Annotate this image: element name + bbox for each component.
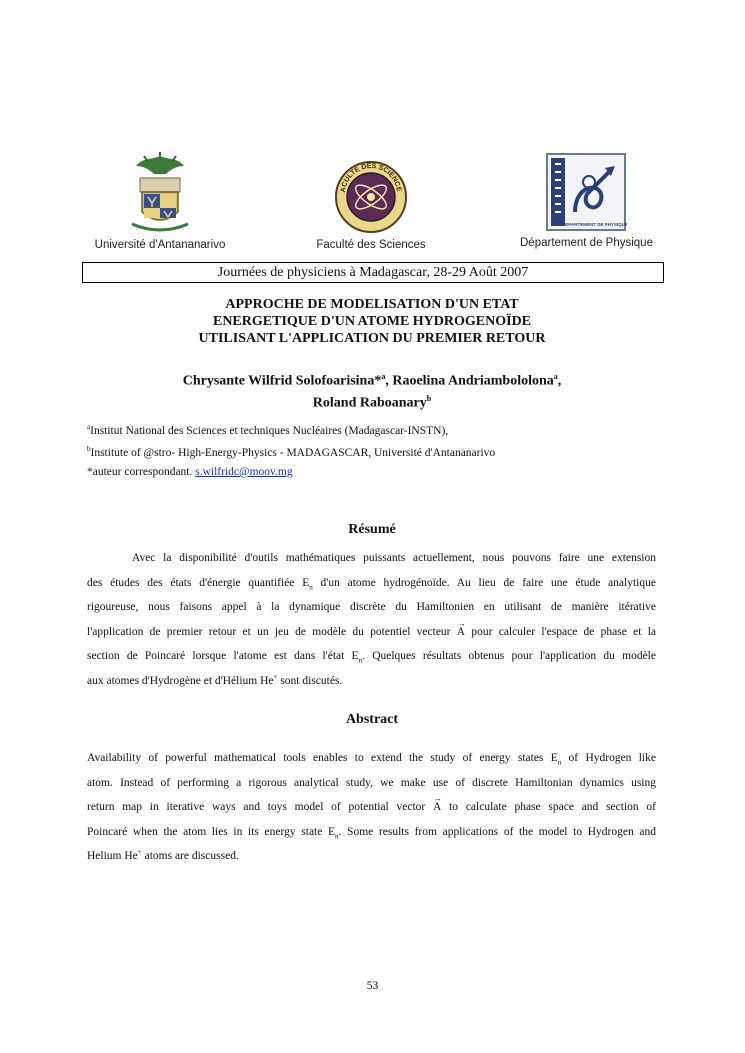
title-line: ENERGETIQUE D'UN ATOME HYDROGENOÏDE [212, 314, 532, 329]
resume-line: des études des états d'énergie quantifiée $E_n$ d'un atome hydrogénoïde. Au lieu de faire une étude analytique [87, 576, 656, 591]
department-emblem-icon [545, 152, 627, 232]
abstract-line: Availability of powerful mathematical tools enables to extend the study of energy states $E_n$ of Hydrogen like [87, 752, 656, 767]
faculty-seal-icon [331, 160, 411, 234]
affil-mark: a [87, 423, 91, 431]
department-caption: Département de Physique [520, 237, 653, 249]
conference-banner: Journées de physiciens à Madagascar, 28-29 Août 2007 [82, 262, 664, 283]
abstract-line: atom. Instead of performing a rigorous analytical study, we make use of discrete Hamiltonian dynamics using [87, 776, 656, 789]
faculty-seal-text: ACULTE DES SCIENCE [339, 162, 402, 193]
author-list [82, 368, 662, 411]
affiliation-text: Institute of @stro- High-Energy-Physics - MADAGASCAR, Université d'Antananarivo [90, 446, 496, 459]
author-separator: , [557, 373, 562, 389]
abstract-line: return map in iterative ways and toys model of potential vector → A to calculate phase space and section of [87, 795, 656, 820]
email-link[interactable]: s.wilfridc@moov.mg [195, 466, 293, 478]
affil-mark: b [87, 445, 91, 453]
author-separator: , [385, 373, 393, 389]
faculty-logo [314, 160, 428, 251]
author-name: Chrysante Wilfrid Solofoarisina* [182, 373, 382, 389]
faculty-caption: Faculté des Sciences [316, 239, 426, 251]
resume-line: section de Poincaré lorsque l'atome est dans l'état $E_n$. Quelques résultats obtenus pour l'application du modèle [87, 650, 656, 665]
university-logo [90, 152, 230, 251]
resume-body [87, 546, 656, 693]
paper-title [82, 296, 662, 347]
author-name: Roland Raboanary [312, 395, 427, 411]
abstract-body [87, 746, 656, 869]
page-number: 53 [366, 980, 379, 992]
resume-line: aux atomes d'Hydrogène et d'Hélium He+ sont discutés. [87, 672, 343, 687]
vector-a: → A [457, 620, 465, 645]
department-box-text: DEPARTEMENT DE PHYSIQUE [562, 222, 627, 227]
abstract-heading: Abstract [345, 712, 399, 727]
department-logo [520, 152, 652, 249]
title-line: APPROCHE DE MODELISATION D'UN ETAT [225, 297, 519, 312]
corresponding-label: *auteur correspondant. [87, 466, 196, 478]
resume-line: rigoureuse, nous faisons appel à la dynamique discrète du Hamiltonien en utilisant de manière itérative [87, 601, 656, 613]
author-name: Raoelina Andriambololona [392, 373, 554, 389]
resume-heading: Résumé [348, 522, 396, 537]
university-caption: Université d'Antananarivo [94, 239, 226, 251]
affiliation-text: Institut National des Sciences et techniques Nucléaires (Madagascar-INSTN), [90, 424, 449, 437]
affiliation-b [87, 442, 495, 460]
vector-a: → A [433, 795, 441, 820]
affil-mark: a [553, 372, 558, 381]
affil-mark: b [426, 393, 432, 403]
university-crest-icon [120, 152, 200, 234]
affil-mark: a [381, 372, 386, 381]
affiliation-a [87, 420, 448, 438]
resume-line: Avec la disponibilité d'outils mathématiques puissants actuellement, nous pouvons faire une extension [132, 552, 656, 564]
abstract-line: Poincaré when the atom lies in its energy state $E_n$. Some results from applications of the model to Hydrogen and [87, 825, 656, 840]
resume-line: l'application de premier retour et un jeu de modèle du potentiel vecteur → A pour calculer l'espace de phase et la [87, 620, 656, 645]
corresponding-author [87, 465, 293, 479]
title-line: UTILISANT L'APPLICATION DU PREMIER RETOUR [198, 331, 546, 346]
abstract-line: Helium He+ atoms are discussed. [87, 848, 239, 862]
